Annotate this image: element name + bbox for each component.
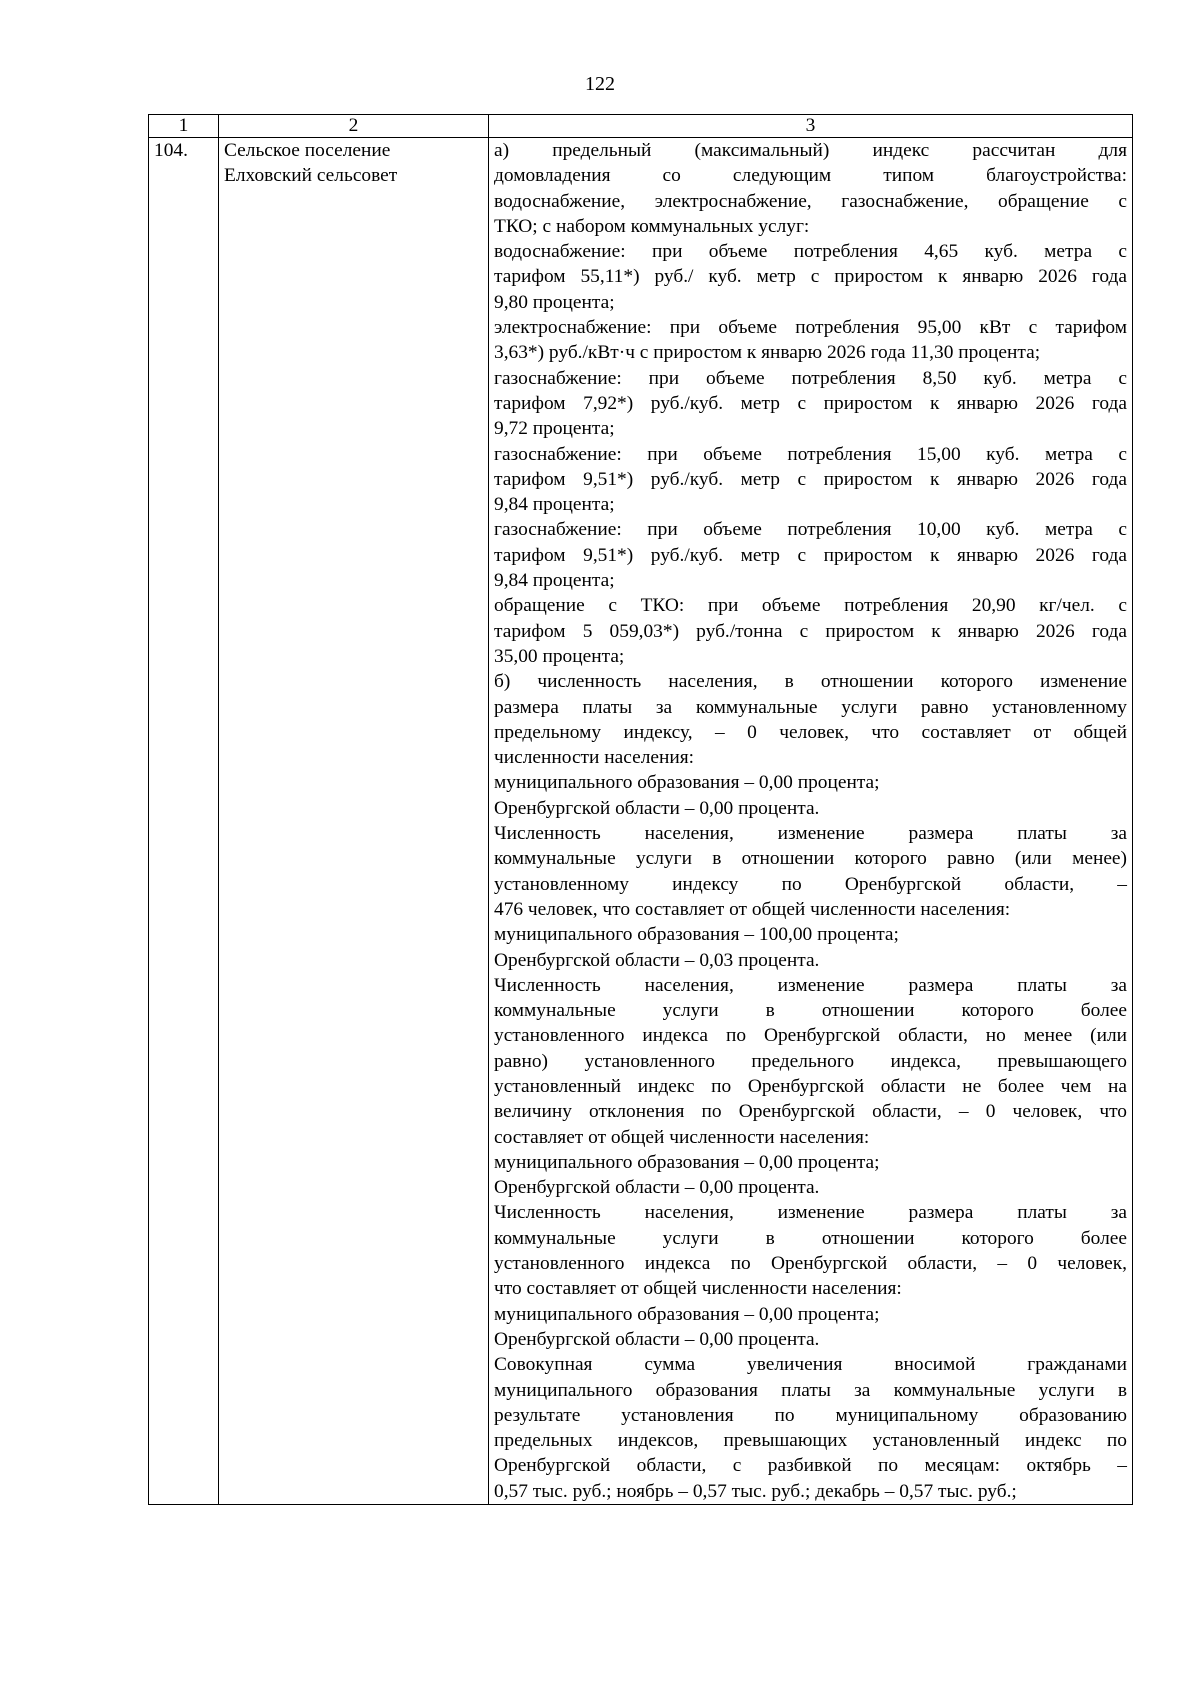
description-paragraph — [494, 821, 1127, 922]
description-line: коммунальные услуги в отношении которого более — [494, 1227, 1127, 1249]
description-line: муниципального образования – 0,00 процента; — [494, 772, 880, 794]
description-paragraph — [494, 1327, 1127, 1352]
description-line: что составляет от общей численности населения: — [494, 1278, 902, 1300]
description-paragraph — [494, 442, 1127, 518]
description-line: ТКО; с набором коммунальных услуг: — [494, 215, 810, 237]
description-line: водоснабжение: при объеме потребления 4,65 куб. метра с — [494, 241, 1127, 263]
description-line: тарифом 55,11*) руб./ куб. метр с приростом к январю 2026 года — [494, 266, 1127, 288]
description-line: Численность населения, изменение размера платы за — [494, 823, 1127, 845]
description-paragraph — [494, 1150, 1127, 1175]
description-line: газоснабжение: при объеме потребления 8,50 куб. метра с — [494, 367, 1127, 389]
description-line: 9,84 процента; — [494, 494, 615, 516]
description-line: водоснабжение, электроснабжение, газоснабжение, обращение с — [494, 190, 1127, 212]
description-paragraph — [494, 922, 1127, 947]
column-header-2: 2 — [219, 115, 489, 138]
description-line: 3,63*) руб./кВт·ч с приростом к январю 2026 года 11,30 процента; — [494, 342, 1041, 364]
description-line: 9,80 процента; — [494, 291, 615, 313]
description-line: Оренбургской области, с разбивкой по месяцам: октябрь – — [494, 1455, 1127, 1477]
description-line: Оренбургской области – 0,00 процента. — [494, 1177, 820, 1199]
description-paragraph — [494, 1175, 1127, 1200]
description-paragraph — [494, 973, 1127, 1150]
settlement-name-line: Елховский сельсовет — [224, 165, 398, 187]
description-paragraph — [494, 948, 1127, 973]
description-line: предельному индексу, – 0 человек, что составляет от общей — [494, 721, 1127, 743]
description-line: 9,84 процента; — [494, 570, 615, 592]
description-line: муниципального образования – 100,00 процента; — [494, 924, 899, 946]
settlement-name-line: Сельское поселение — [224, 140, 391, 161]
description-line: Численность населения, изменение размера платы за — [494, 1202, 1127, 1224]
description-line: тарифом 9,51*) руб./куб. метр с приростом к январю 2026 года — [494, 468, 1127, 490]
index-description-cell — [489, 138, 1133, 1505]
description-line: тарифом 5 059,03*) руб./тонна с приростом к январю 2026 года — [494, 620, 1127, 642]
description-line: газоснабжение: при объеме потребления 10,00 куб. метра с — [494, 519, 1127, 541]
description-paragraph — [494, 1200, 1127, 1301]
description-line: численности населения: — [494, 747, 695, 769]
description-line: Оренбургской области – 0,00 процента. — [494, 1328, 820, 1350]
description-line: муниципального образования платы за коммунальные услуги в — [494, 1379, 1127, 1401]
description-line: результате установления по муниципальному образованию — [494, 1404, 1127, 1426]
description-paragraph — [494, 366, 1127, 442]
description-paragraph — [494, 669, 1127, 770]
description-line: Совокупная сумма увеличения вносимой гражданами — [494, 1354, 1127, 1376]
description-line: 35,00 процента; — [494, 645, 625, 667]
description-paragraph — [494, 1352, 1127, 1504]
description-line: коммунальные услуги в отношении которого более — [494, 1000, 1127, 1022]
column-header-1: 1 — [149, 115, 219, 138]
description-line: установленного индекса по Оренбургской области, – 0 человек, — [494, 1253, 1127, 1275]
description-line: а) предельный (максимальный) индекс рассчитан для — [494, 140, 1127, 161]
description-line: равно) установленного предельного индекса, превышающего — [494, 1050, 1127, 1072]
page-number: 122 — [585, 73, 615, 95]
description-paragraph — [494, 315, 1127, 366]
description-paragraph — [494, 593, 1127, 669]
description-line: муниципального образования – 0,00 процента; — [494, 1303, 880, 1325]
description-line: муниципального образования – 0,00 процента; — [494, 1151, 880, 1173]
description-line: 9,72 процента; — [494, 418, 615, 440]
description-line: Оренбургской области – 0,03 процента. — [494, 949, 820, 971]
table-header-row — [149, 115, 1133, 138]
description-line: коммунальные услуги в отношении которого равно (или менее) — [494, 848, 1127, 870]
settlement-name-cell — [219, 138, 489, 1505]
description-line: тарифом 7,92*) руб./куб. метр с приростом к январю 2026 года — [494, 392, 1127, 414]
description-line: размера платы за коммунальные услуги равно установленному — [494, 696, 1127, 718]
description-line: Оренбургской области – 0,00 процента. — [494, 797, 820, 819]
description-line: газоснабжение: при объеме потребления 15,00 куб. метра с — [494, 443, 1127, 465]
description-line: 476 человек, что составляет от общей численности населения: — [494, 898, 1011, 920]
description-paragraph — [494, 239, 1127, 315]
description-paragraph — [494, 138, 1127, 239]
description-line: 0,57 тыс. руб.; ноябрь – 0,57 тыс. руб.; декабрь – 0,57 тыс. руб.; — [494, 1480, 1017, 1502]
row-number: 104. — [149, 138, 219, 1505]
description-line: тарифом 9,51*) руб./куб. метр с приростом к январю 2026 года — [494, 544, 1127, 566]
tariff-index-table — [148, 114, 1133, 1505]
description-paragraph — [494, 1302, 1127, 1327]
description-line: Численность населения, изменение размера платы за — [494, 974, 1127, 996]
description-line: составляет от общей численности населения: — [494, 1126, 870, 1148]
description-line: предельных индексов, превышающих установленный индекс по — [494, 1430, 1127, 1452]
column-header-3: 3 — [489, 115, 1133, 138]
table-row — [149, 138, 1133, 1505]
description-line: величину отклонения по Оренбургской области, – 0 человек, что — [494, 1101, 1127, 1123]
description-paragraph — [494, 796, 1127, 821]
description-line: домовладения со следующим типом благоустройства: — [494, 165, 1127, 187]
description-line: установленному индексу по Оренбургской области, – — [494, 873, 1127, 895]
description-line: электроснабжение: при объеме потребления 95,00 кВт с тарифом — [494, 317, 1127, 339]
description-line: обращение с ТКО: при объеме потребления 20,90 кг/чел. с — [494, 595, 1127, 617]
description-line: установленного индекса по Оренбургской области, но менее (или — [494, 1025, 1127, 1047]
description-paragraph — [494, 517, 1127, 593]
description-line: установленный индекс по Оренбургской области не более чем на — [494, 1075, 1127, 1097]
description-line: б) численность населения, в отношении которого изменение — [494, 671, 1127, 693]
description-paragraph — [494, 770, 1127, 795]
